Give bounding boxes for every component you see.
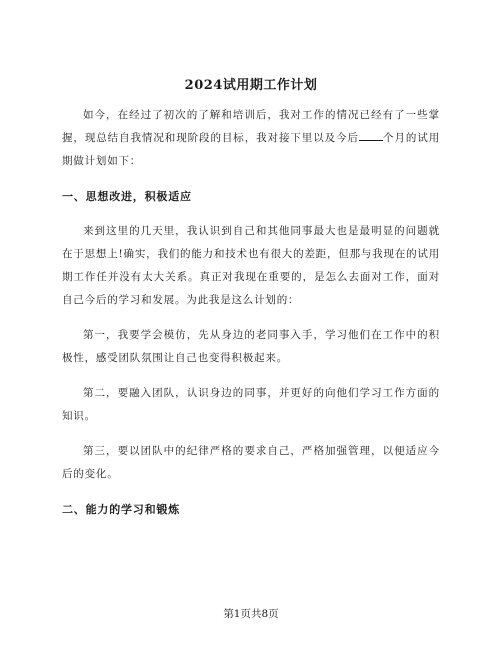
section2-heading: 二、能力的学习和锻炼 bbox=[62, 503, 180, 516]
section1-paragraph-1: 来到这里的几天里，我认识到自己和其他同事最大也是最明显的问题就在于思想上!确实，我们的能力和技术也有很大的差距，但那与我现在的试用期工作任并没有太大关系。真正对我现在重要的，是怎么去面对工作，面对自己今后的学习和发展。为此我是这么计划的： bbox=[62, 225, 440, 306]
intro-text-continued: 个月的试用期做计划如下： bbox=[62, 132, 441, 167]
section1-paragraph-4: 第三，要以团队中的纪律严格的要求自己，严格加强管理，以便适应今后的变化。 bbox=[62, 445, 440, 480]
intro-text: 如今，在经过了初次的了解和培训后，我对工作的情况已经有了一些掌握，现总结自我情况和现阶段的目标，我对接下里以及今后 bbox=[62, 109, 440, 144]
document-body bbox=[62, 104, 440, 533]
section1-paragraph-2: 第一，我要学会模仿，先从身边的老同事入手，学习他们在工作中的积极性，感受团队氛围让自己也变得积极起来。 bbox=[62, 329, 440, 364]
blank-underline bbox=[359, 128, 383, 141]
section1-paragraph-3: 第二，要融入团队，认识身边的同事，并更好的向他们学习工作方面的知识。 bbox=[62, 387, 440, 422]
document-title: 2024试用期工作计划 bbox=[184, 78, 318, 93]
intro-paragraph bbox=[62, 104, 440, 173]
page-footer: 第1页共8页 bbox=[223, 608, 279, 620]
section1-heading: 一、思想改进，积极适应 bbox=[62, 190, 192, 203]
